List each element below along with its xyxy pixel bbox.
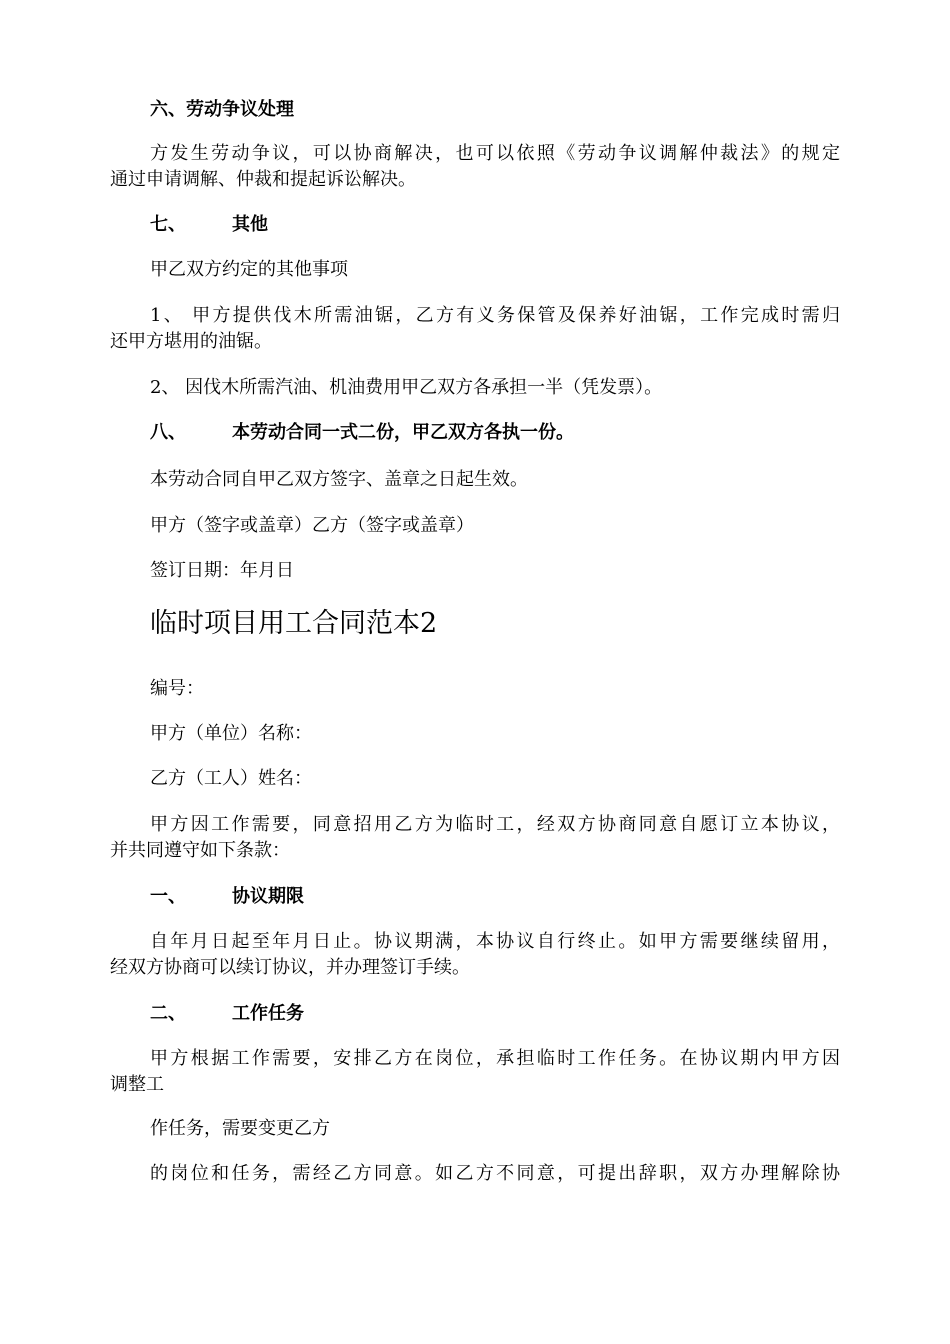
section-8-heading: [150, 421, 574, 445]
section-7-item-2: 2、 因伐木所需汽油、机油费用甲乙双方各承担一半（凭发票）。: [150, 377, 663, 398]
section-8-number: 八、: [150, 422, 186, 443]
section-7-intro: 甲乙双方约定的其他事项: [150, 259, 348, 280]
section-6-heading: 六、劳动争议处理: [150, 99, 294, 120]
section-7-heading: [150, 213, 268, 237]
clause-2-body-line-4: 的岗位和任务，需经乙方同意。如乙方不同意，可提出辞职，双方办理解除协: [150, 1163, 840, 1184]
clause-2-title: 工作任务: [232, 1003, 304, 1024]
contract-2-party-b: 乙方（工人）姓名：: [150, 768, 312, 789]
contract-2-preamble-line-1: 甲方因工作需要，同意招用乙方为临时工，经双方协商同意自愿订立本协议，: [150, 814, 840, 835]
clause-2-body-line-3: 作任务，需要变更乙方: [150, 1118, 330, 1139]
clause-2-body-line-1: 甲方根据工作需要，安排乙方在岗位，承担临时工作任务。在协议期内甲方因: [150, 1048, 840, 1069]
clause-1-title: 协议期限: [232, 886, 304, 907]
section-7-number: 七、: [150, 214, 186, 235]
section-8-effective: 本劳动合同自甲乙双方签字、盖章之日起生效。: [150, 469, 528, 490]
section-8-signatures: 甲方（签字或盖章）乙方（签字或盖章）: [150, 515, 474, 536]
clause-2-body-line-2: 调整工: [110, 1074, 164, 1095]
section-8-title: 本劳动合同一式二份，甲乙双方各执一份。: [232, 422, 574, 443]
clause-1-body-line-1: 自年月日起至年月日止。协议期满，本协议自行终止。如甲方需要继续留用，: [150, 931, 840, 952]
contract-2-party-a: 甲方（单位）名称：: [150, 723, 312, 744]
contract-2-preamble-line-2: 并共同遵守如下条款：: [110, 840, 290, 861]
section-7-item-1-line-2: 还甲方堪用的油锯。: [110, 331, 272, 352]
section-7-item-1-line-1: 1、 甲方提供伐木所需油锯，乙方有义务保管及保养好油锯，工作完成时需归: [150, 305, 840, 326]
section-6-body-line-2: 通过申请调解、仲裁和提起诉讼解决。: [110, 169, 416, 190]
clause-1-heading: [150, 885, 304, 909]
section-8-date: 签订日期：年月日: [150, 560, 294, 581]
clause-2-heading: [150, 1002, 304, 1026]
contract-2-title: 临时项目用工合同范本2: [150, 608, 438, 639]
section-6-body-line-1: 方发生劳动争议，可以协商解决，也可以依照《劳动争议调解仲裁法》的规定: [150, 143, 840, 164]
contract-2-number: 编号：: [150, 678, 204, 699]
clause-1-number: 一、: [150, 886, 186, 907]
clause-1-body-line-2: 经双方协商可以续订协议，并办理签订手续。: [110, 957, 470, 978]
clause-2-number: 二、: [150, 1003, 186, 1024]
section-7-title: 其他: [232, 214, 268, 235]
